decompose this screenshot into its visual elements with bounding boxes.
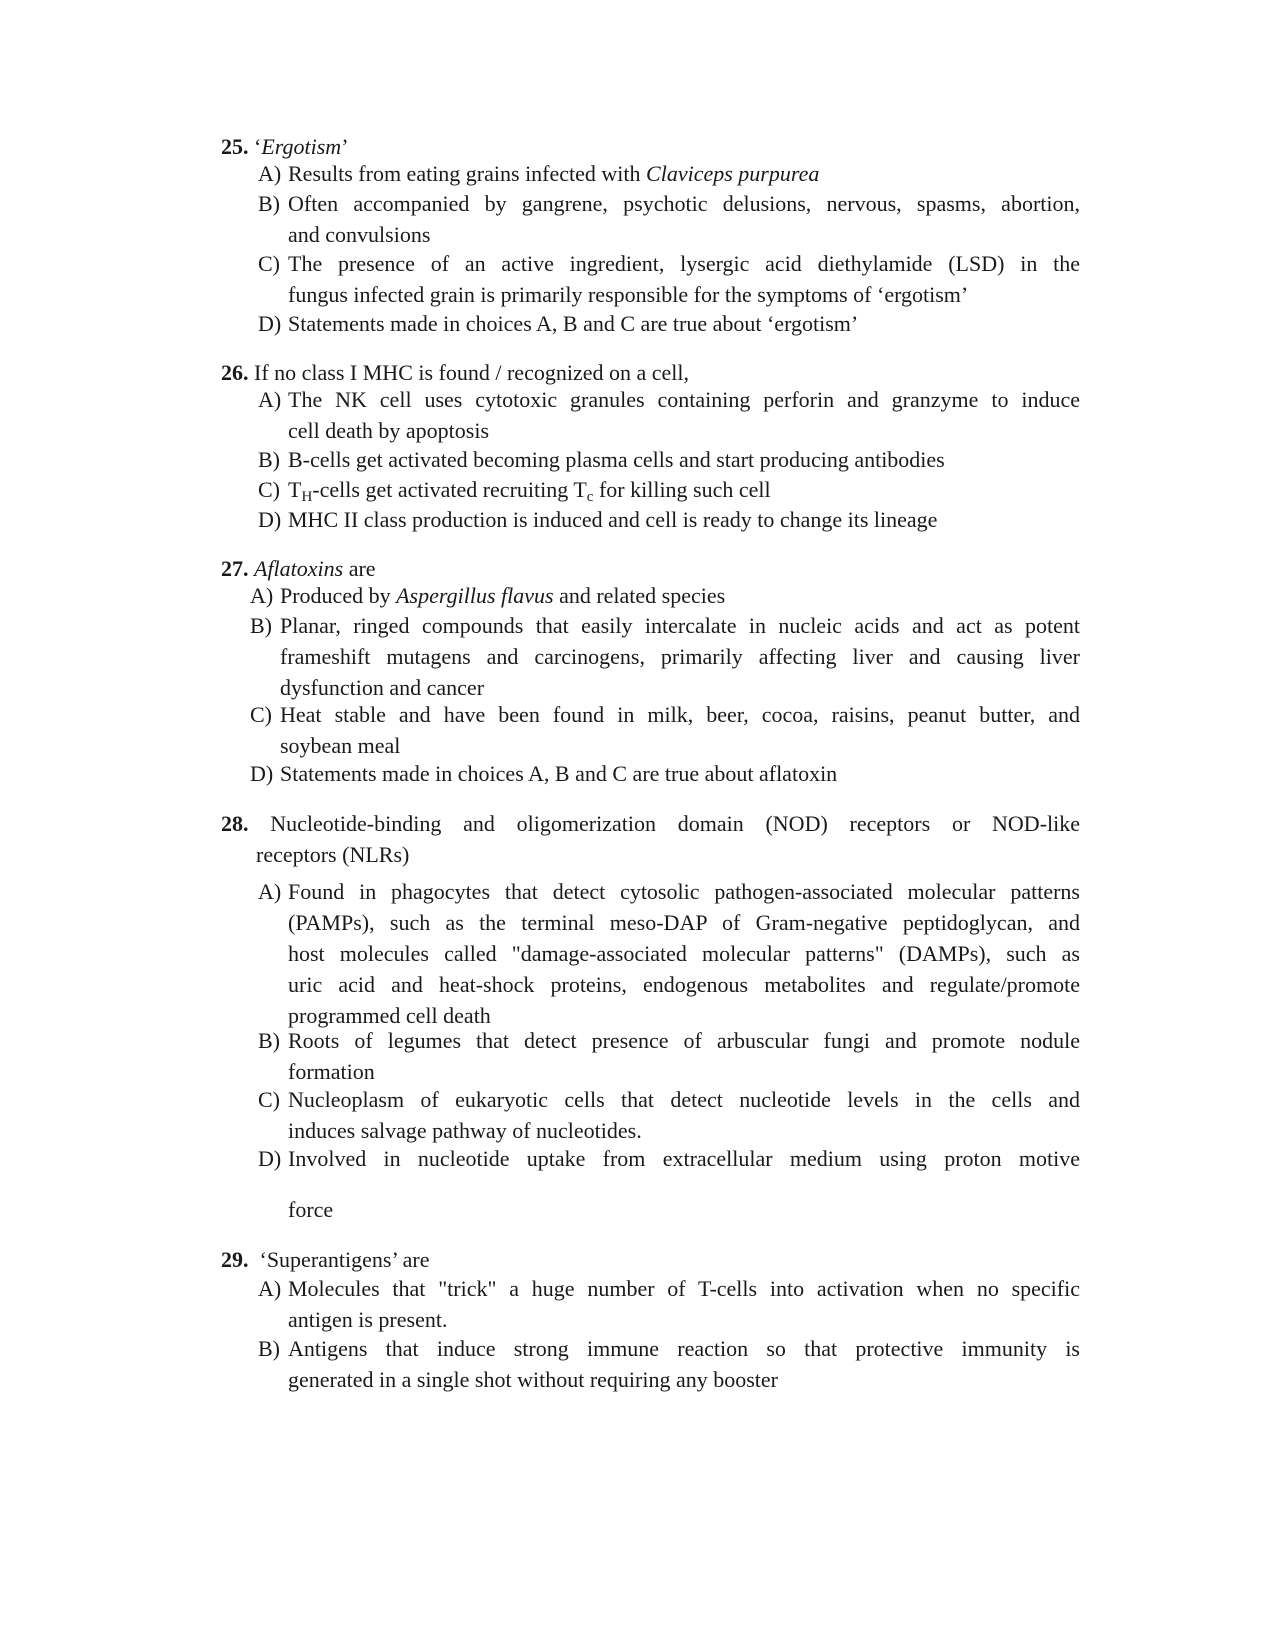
option-text-line: Roots of legumes that detect presence of arbuscular fungi and promote nodule <box>288 1028 1080 1053</box>
question-25-option-a <box>258 158 1080 189</box>
option-label: C) <box>258 251 280 276</box>
option-label: A) <box>258 387 282 412</box>
option-text-line: host molecules called "damage-associated molecular patterns" (DAMPs), such as <box>288 941 1080 966</box>
option-text-line: induces salvage pathway of nucleotides. <box>288 1118 642 1143</box>
option-label: B) <box>258 1028 280 1053</box>
option-text: for killing such cell <box>593 477 771 502</box>
option-text-line: programmed cell death <box>288 1003 491 1028</box>
option-text-line: The presence of an active ingredient, lysergic acid diethylamide (LSD) in the <box>288 251 1080 276</box>
option-label: B) <box>258 1336 280 1361</box>
option-text-line: formation <box>288 1059 375 1084</box>
option-label: B) <box>258 191 280 216</box>
option-text-line: (PAMPs), such as the terminal meso-DAP of Gram-negative peptidoglycan, and <box>288 910 1080 935</box>
question-number: 29. <box>221 1247 249 1272</box>
stem-text-line: Nucleotide-binding and oligomerization domain (NOD) receptors or NOD-like <box>270 811 1081 836</box>
option-text-line: cell death by apoptosis <box>288 418 490 443</box>
option-text-line: antigen is present. <box>288 1307 448 1332</box>
option-label: C) <box>258 1087 280 1112</box>
subscript: c <box>586 489 594 505</box>
question-27-option-d <box>250 758 1080 789</box>
option-label: D) <box>258 507 282 532</box>
question-28-option-d <box>258 1143 1080 1225</box>
option-text-line: Found in phagocytes that detect cytosolic pathogen-associated molecular patterns <box>288 879 1080 904</box>
stem-text: ’ <box>341 134 349 159</box>
option-text-line: uric acid and heat-shock proteins, endogenous metabolites and regulate/promote <box>288 972 1080 997</box>
option-text-line: B-cells get activated becoming plasma cells and start producing antibodies <box>288 447 945 472</box>
option-label: B) <box>258 447 280 472</box>
question-28-option-b <box>258 1025 1080 1087</box>
question-number: 26. <box>221 360 249 385</box>
question-26-option-a <box>258 384 1080 446</box>
question-28-option-a <box>258 876 1080 1031</box>
option-label: A) <box>258 161 282 186</box>
option-label: B) <box>250 613 272 638</box>
question-26-option-b <box>258 444 1080 475</box>
option-text-line: Statements made in choices A, B and C are true about aflatoxin <box>280 761 838 786</box>
option-label: D) <box>250 761 274 786</box>
option-text-line: Planar, ringed compounds that easily intercalate in nucleic acids and act as potent <box>280 613 1080 638</box>
option-italic-text: Aspergillus flavus <box>396 583 554 608</box>
option-text-line: MHC II class production is induced and cell is ready to change its lineage <box>288 507 938 532</box>
stem-italic-text: Ergotism <box>261 134 342 159</box>
question-25-option-d <box>258 308 1080 339</box>
option-text-line: The NK cell uses cytotoxic granules containing perforin and granzyme to induce <box>288 387 1080 412</box>
option-text-line: frameshift mutagens and carcinogens, primarily affecting liver and causing liver <box>280 644 1080 669</box>
option-label: A) <box>250 583 274 608</box>
option-label: D) <box>258 311 282 336</box>
option-text-line: generated in a single shot without requiring any booster <box>288 1367 778 1392</box>
option-text-line: Often accompanied by gangrene, psychotic delusions, nervous, spasms, abortion, <box>288 191 1080 216</box>
option-text: T <box>288 477 302 502</box>
option-text-line: and convulsions <box>288 222 431 247</box>
option-label: A) <box>258 879 282 904</box>
question-number: 25. <box>221 134 249 159</box>
option-text-line: Nucleoplasm of eukaryotic cells that detect nucleotide levels in the cells and <box>288 1087 1080 1112</box>
question-27-option-a <box>250 580 1080 611</box>
question-25-option-b <box>258 188 1080 250</box>
option-italic-text: Claviceps purpurea <box>646 161 820 186</box>
option-text-line: Statements made in choices A, B and C are true about ‘ergotism’ <box>288 311 859 336</box>
option-text: Produced by <box>280 583 397 608</box>
stem-text: ‘Superantigens’ are <box>259 1247 430 1272</box>
question-29-stem <box>221 1244 1080 1275</box>
option-text: Results from eating grains infected with <box>288 161 647 186</box>
question-28-option-c <box>258 1084 1080 1146</box>
stem-text-line: receptors (NLRs) <box>256 842 410 867</box>
option-label: D) <box>258 1146 282 1171</box>
option-text-line: soybean meal <box>280 733 401 758</box>
option-text: and related species <box>553 583 726 608</box>
option-text-line: Involved in nucleotide uptake from extracellular medium using proton motive <box>288 1146 1080 1171</box>
question-26-option-d <box>258 504 1080 535</box>
option-label: A) <box>258 1276 282 1301</box>
question-26-option-c <box>258 474 1080 505</box>
option-text-line: Antigens that induce strong immune reaction so that protective immunity is <box>288 1336 1080 1361</box>
option-text-line: Molecules that "trick" a huge number of T-cells into activation when no specific <box>288 1276 1080 1301</box>
question-28-stem <box>221 808 1080 870</box>
question-25-option-c <box>258 248 1080 310</box>
option-label: C) <box>250 702 272 727</box>
question-27-option-c <box>250 699 1080 761</box>
option-label: C) <box>258 477 280 502</box>
stem-text: are <box>343 556 376 581</box>
stem-text: If no class I MHC is found / recognized on a cell, <box>254 360 689 385</box>
option-text: -cells get activated recruiting T <box>312 477 587 502</box>
stem-text: ‘ <box>254 134 262 159</box>
option-text-line: fungus infected grain is primarily responsible for the symptoms of ‘ergotism’ <box>288 282 969 307</box>
option-text-line: dysfunction and cancer <box>280 675 485 700</box>
question-29-option-b <box>258 1333 1080 1395</box>
question-27-option-b <box>250 610 1080 703</box>
subscript: H <box>301 489 313 505</box>
option-text-line: force <box>288 1197 334 1222</box>
option-text-line: Heat stable and have been found in milk, beer, cocoa, raisins, peanut butter, and <box>280 702 1080 727</box>
stem-italic-text: Aflatoxins <box>254 556 344 581</box>
question-29-option-a <box>258 1273 1080 1335</box>
question-number: 27. <box>221 556 249 581</box>
question-number: 28. <box>221 811 249 836</box>
